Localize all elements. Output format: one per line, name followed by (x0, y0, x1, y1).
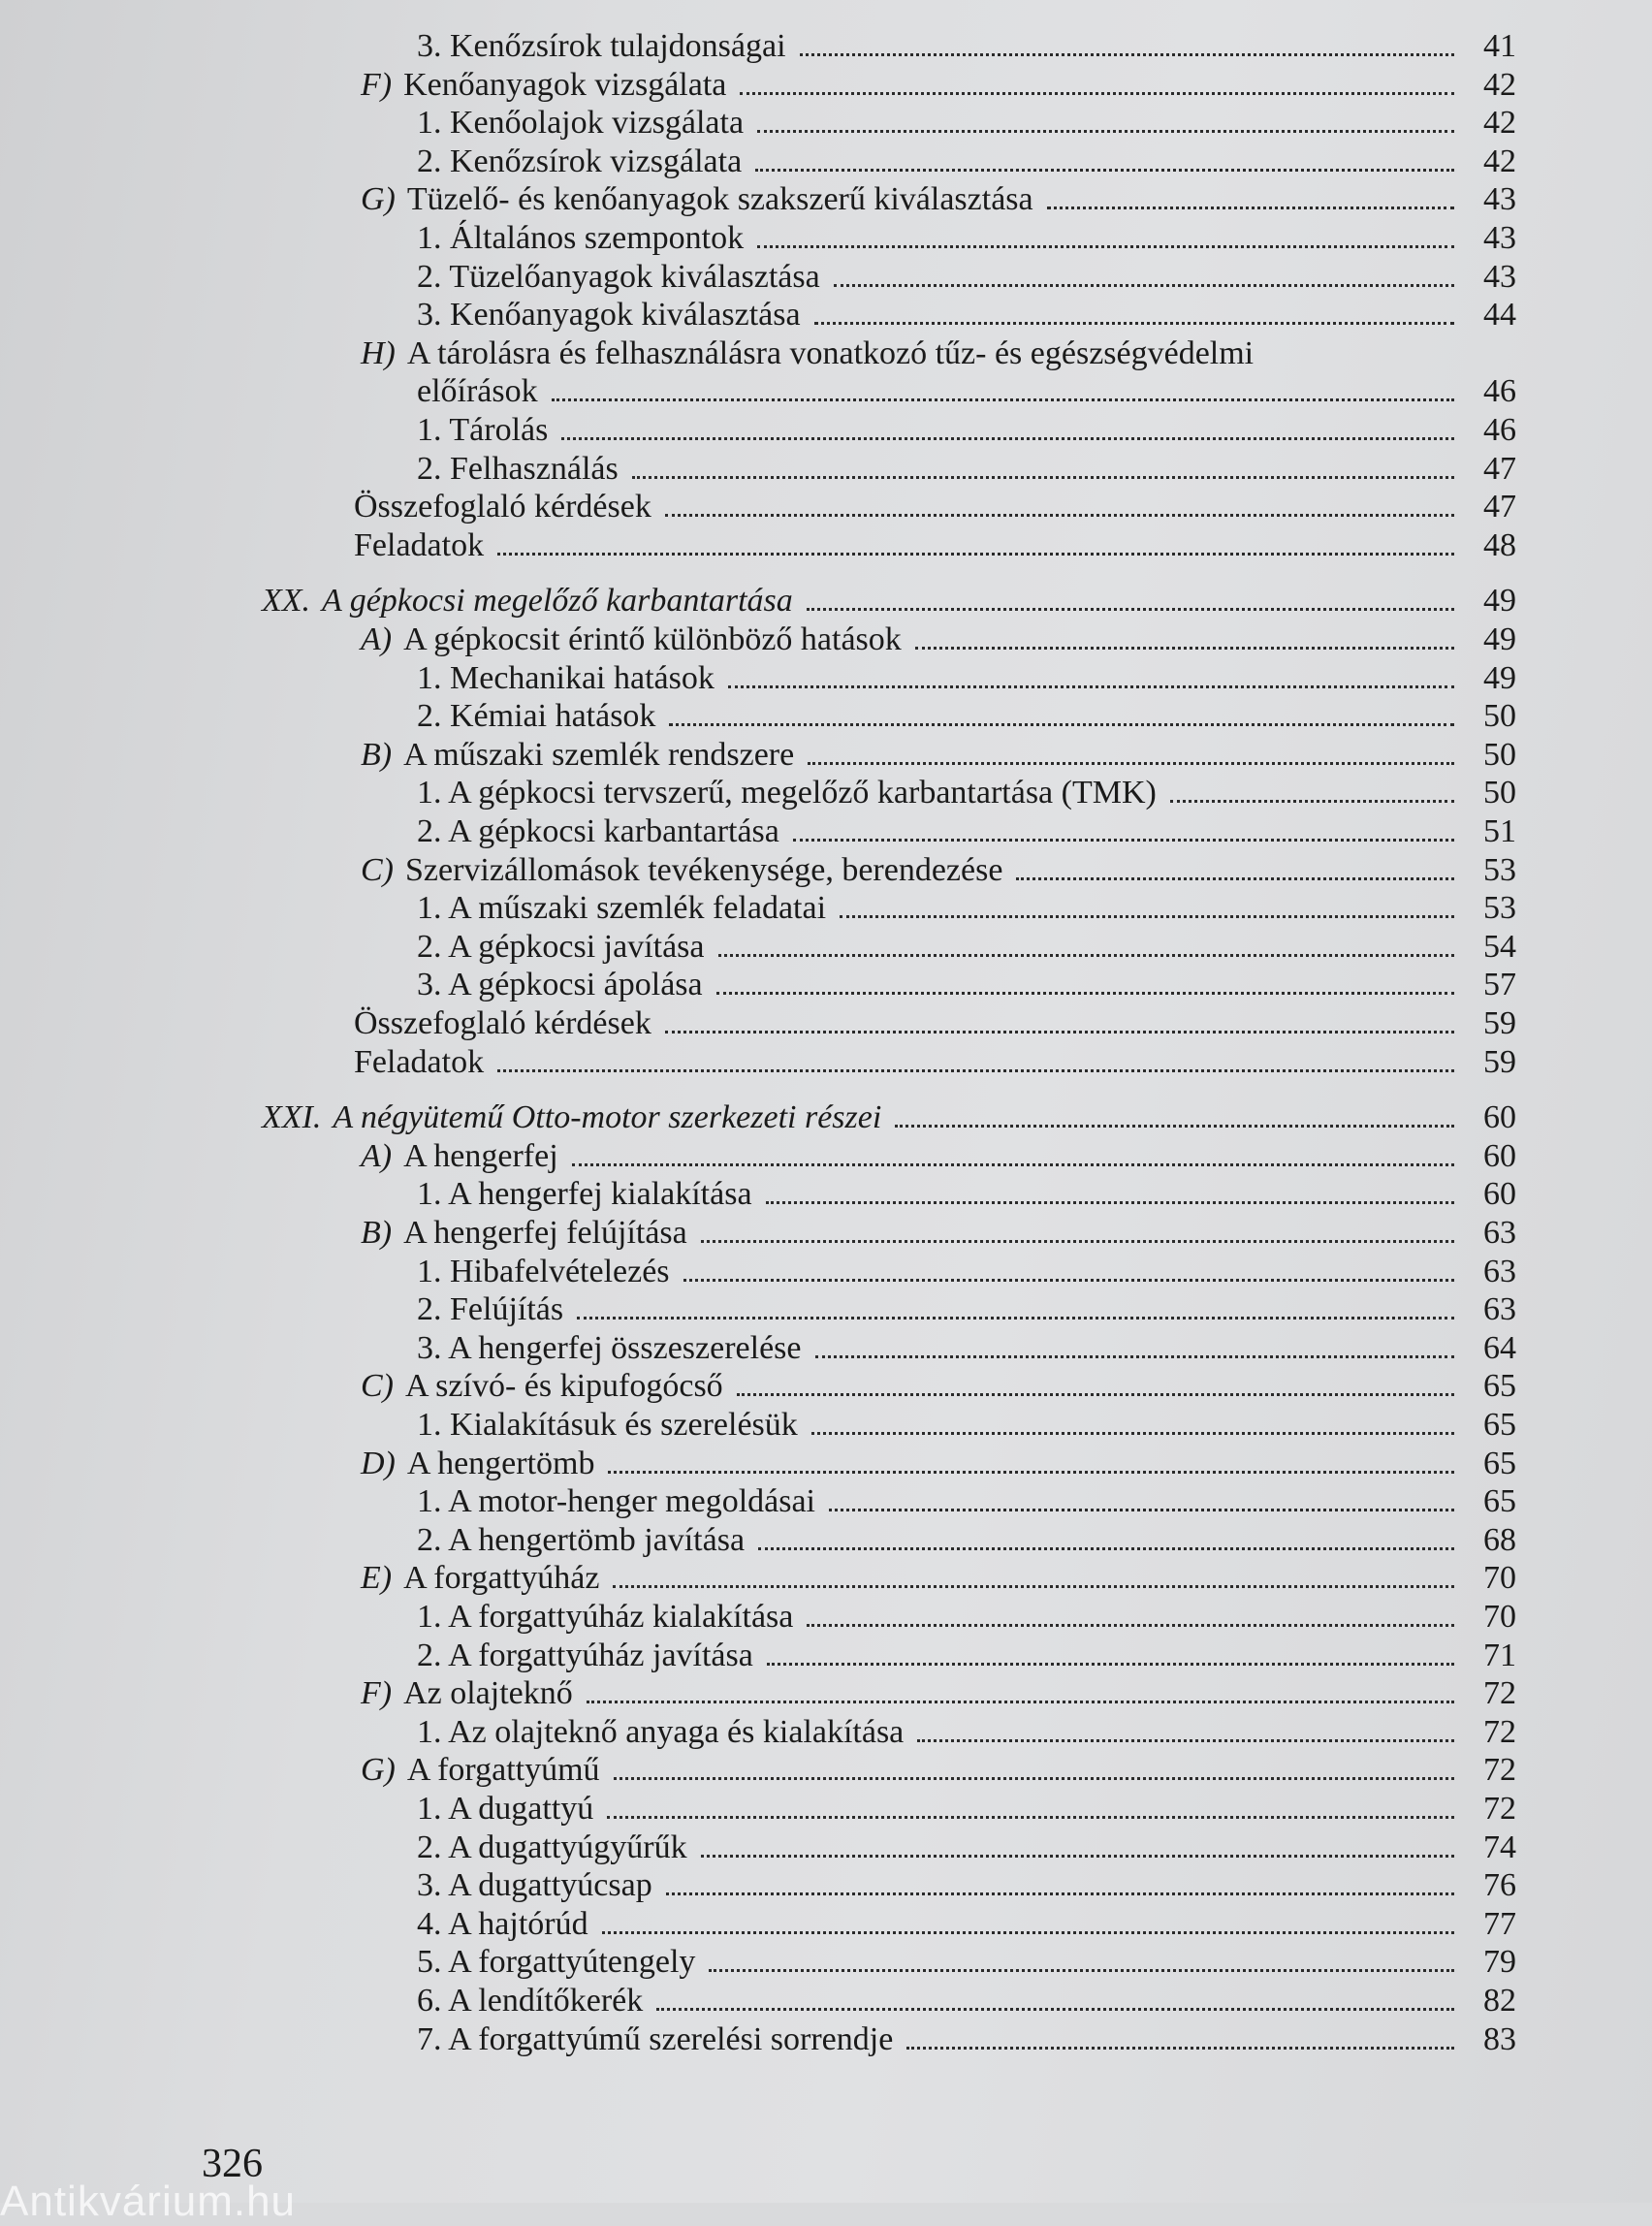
toc-entry-title: Összefoglaló kérdések (354, 1005, 651, 1041)
toc-entry-label: F) (361, 67, 393, 103)
dot-leader (737, 1393, 1454, 1396)
toc-entry-title: A tárolásra és felhasználásra vonatkozó tűz- és egészségvédelmi (406, 335, 1255, 371)
toc-entry-title: A hengerfej (403, 1138, 558, 1174)
toc-entry-page: 43 (1483, 181, 1516, 217)
dot-leader (800, 53, 1454, 56)
toc-entry-label: A) (361, 621, 393, 657)
dot-leader (834, 284, 1454, 287)
toc-entry-title: 2. Felhasználás (417, 451, 619, 487)
toc-entry-page: 63 (1483, 1254, 1516, 1289)
toc-entry-page: 53 (1483, 852, 1516, 888)
dot-leader (709, 1969, 1454, 1972)
toc-entry (361, 851, 1516, 890)
dot-leader (808, 762, 1454, 765)
toc-entry-page: 60 (1483, 1099, 1516, 1135)
dot-leader (807, 1624, 1454, 1627)
toc-entry-title: 2. A gépkocsi javítása (417, 929, 705, 965)
toc-entry (361, 1367, 1516, 1406)
toc-entry-title: 1. Általános szempontok (417, 220, 745, 256)
toc-entry (417, 928, 1516, 967)
toc-entry-page: 79 (1483, 1944, 1516, 1980)
toc-entry-title: 1. Tárolás (417, 412, 549, 448)
toc-entry-title: 2. A hengertömb javítása (417, 1522, 746, 1558)
toc-entry (417, 1982, 1516, 2020)
toc-entry (361, 180, 1516, 219)
dot-leader (716, 992, 1454, 995)
toc-entry-label: D) (361, 1446, 396, 1481)
toc-entry-title: 3. A gépkocsi ápolása (417, 967, 703, 1002)
toc-entry-title: A forgattyúház (403, 1560, 600, 1596)
toc-entry-title: 1. Kialakításuk és szerelésük (417, 1407, 798, 1443)
toc-entry-label: XXI. (262, 1099, 322, 1135)
dot-leader (552, 398, 1454, 401)
toc-entry-page: 53 (1483, 890, 1516, 926)
toc-entry-label: H) (361, 335, 396, 371)
dot-leader (666, 1892, 1454, 1895)
toc-entry-label: C) (361, 1368, 394, 1404)
toc-entry-page: 59 (1483, 1044, 1516, 1080)
toc-entry-title: Feladatok (354, 1044, 485, 1080)
toc-entry-page: 50 (1483, 698, 1516, 734)
dot-leader (757, 245, 1454, 248)
toc-entry-title: 2. Tüzelőanyagok kiválasztása (417, 259, 820, 295)
toc-entry-label: B) (361, 737, 393, 773)
toc-entry (417, 372, 1516, 411)
toc-entry (354, 1043, 1516, 1082)
toc-entry-page: 83 (1483, 2021, 1516, 2057)
toc-entry-page: 72 (1483, 1714, 1516, 1750)
toc-entry-title: 3. Kenőanyagok kiválasztása (417, 297, 801, 333)
toc-entry-label: G) (361, 181, 396, 217)
dot-leader (665, 1031, 1454, 1034)
toc-entry-title: A gépkocsit érintő különböző hatások (403, 621, 902, 657)
toc-entry (417, 697, 1516, 736)
toc-entry (417, 966, 1516, 1004)
toc-entry-title: Összefoglaló kérdések (354, 489, 651, 525)
toc-entry (417, 774, 1516, 812)
toc-entry-page: 65 (1483, 1483, 1516, 1519)
toc-entry-page: 74 (1483, 1829, 1516, 1865)
toc-entry-title: 5. A forgattyútengely (417, 1944, 696, 1980)
dot-leader (572, 1163, 1454, 1166)
toc-entry-page: 48 (1483, 527, 1516, 563)
toc-entry (417, 1406, 1516, 1445)
toc-entry-title: 2. Kenőzsírok vizsgálata (417, 143, 743, 179)
page-number: 326 (202, 2142, 263, 2186)
toc-entry-page: 47 (1483, 489, 1516, 525)
dot-leader (497, 553, 1454, 556)
toc-entry (417, 1290, 1516, 1329)
toc-entry (417, 296, 1516, 334)
toc-entry-page: 46 (1483, 373, 1516, 409)
toc-entry-title: 1. A gépkocsi tervszerű, megelőző karbantartása (TMK) (417, 775, 1157, 811)
toc-entry-page: 43 (1483, 220, 1516, 256)
toc-entry-title: 1. A hengerfej kialakítása (417, 1176, 752, 1212)
dot-leader (814, 322, 1454, 325)
toc-entry-page: 49 (1483, 621, 1516, 657)
toc-entry (361, 1674, 1516, 1713)
toc-entry-title: Kenőanyagok vizsgálata (403, 67, 727, 103)
toc-entry (417, 411, 1516, 450)
toc-entry (417, 27, 1516, 66)
toc-entry-title: Feladatok (354, 527, 485, 563)
toc-entry-label: XX. (262, 583, 311, 619)
toc-entry (354, 526, 1516, 565)
toc-entry (361, 1445, 1516, 1483)
toc-entry-page: 70 (1483, 1599, 1516, 1635)
toc-entry-page: 59 (1483, 1005, 1516, 1041)
dot-leader (1047, 207, 1454, 209)
toc-entry (417, 2020, 1516, 2059)
toc-entry-title: 3. A hengerfej összeszerelése (417, 1330, 802, 1366)
dot-leader (829, 1509, 1454, 1511)
toc-entry (417, 1329, 1516, 1368)
dot-leader (1016, 877, 1454, 880)
toc-entry (417, 1943, 1516, 1982)
toc-entry-title: 1. A műszaki szemlék feladatai (417, 890, 827, 926)
dot-leader (614, 1777, 1454, 1780)
toc-entry-page: 60 (1483, 1176, 1516, 1212)
dot-leader (807, 608, 1454, 611)
toc-entry-title: előírások (417, 373, 538, 409)
dot-leader (906, 2047, 1454, 2050)
toc-entry-title: A forgattyúmű (406, 1752, 600, 1788)
dot-leader (497, 1069, 1454, 1072)
toc-entry (361, 620, 1516, 659)
dot-leader (767, 1663, 1454, 1666)
toc-entry-page: 63 (1483, 1215, 1516, 1251)
toc-entry (417, 1598, 1516, 1637)
toc-entry (361, 1214, 1516, 1253)
dot-leader (917, 1739, 1454, 1742)
toc-entry-page: 71 (1483, 1638, 1516, 1673)
toc-entry-page: 72 (1483, 1752, 1516, 1788)
toc-entry (417, 1866, 1516, 1905)
toc-entry-page: 43 (1483, 259, 1516, 295)
toc-entry-title: 7. A forgattyúmű szerelési sorrendje (417, 2021, 894, 2057)
toc-entry-page: 50 (1483, 737, 1516, 773)
toc-entry-title: Az olajteknő (403, 1675, 573, 1711)
toc-entry (417, 1521, 1516, 1560)
dot-leader (577, 1317, 1454, 1320)
dot-leader (608, 1471, 1454, 1474)
dot-leader (728, 685, 1454, 688)
toc-entry-page: 42 (1483, 143, 1516, 179)
toc-entry-page: 44 (1483, 297, 1516, 333)
toc-entry-title: 1. Kenőolajok vizsgálata (417, 105, 745, 141)
dot-leader (811, 1432, 1454, 1435)
toc-entry-title: A gépkocsi megelőző karbantartása (322, 583, 793, 619)
dot-leader (602, 1931, 1454, 1934)
toc-entry-title: 2. Kémiai hatások (417, 698, 656, 734)
toc-entry (417, 1905, 1516, 1944)
toc-entry (361, 736, 1516, 775)
toc-entry (417, 1828, 1516, 1867)
toc-entry (417, 258, 1516, 297)
toc-entry (417, 1175, 1516, 1214)
toc-entry-label: A) (361, 1138, 393, 1174)
toc-entry-page: 54 (1483, 929, 1516, 965)
toc-entry (417, 143, 1516, 181)
toc-entry-title: 2. Felújítás (417, 1291, 564, 1327)
dot-leader (757, 130, 1454, 133)
toc-entry (417, 889, 1516, 928)
toc-entry (417, 812, 1516, 851)
toc-entry (361, 334, 1516, 373)
toc-entry-title: 3. A dugattyúcsap (417, 1867, 652, 1903)
toc-entry-page: 65 (1483, 1407, 1516, 1443)
toc-entry-page: 76 (1483, 1867, 1516, 1903)
toc-entry-page: 72 (1483, 1791, 1516, 1827)
toc-entry (417, 659, 1516, 698)
toc-entry-title: A szívó- és kipufogócső (405, 1368, 723, 1404)
dot-leader (607, 1816, 1454, 1819)
dot-leader (740, 92, 1454, 95)
dot-leader (895, 1125, 1454, 1128)
toc-entry-page: 47 (1483, 451, 1516, 487)
dot-leader (587, 1701, 1454, 1703)
toc-entry-page: 42 (1483, 67, 1516, 103)
toc-entry-title: A hengerfej felújítása (403, 1215, 687, 1251)
toc-entry-page: 51 (1483, 813, 1516, 849)
toc-entry-title: 1. Hibafelvételezés (417, 1254, 670, 1289)
dot-leader (656, 2008, 1454, 2011)
toc-entry-page: 68 (1483, 1522, 1516, 1558)
toc-entry-page: 65 (1483, 1446, 1516, 1481)
toc-entry (354, 1004, 1516, 1043)
toc-entry-label: F) (361, 1675, 393, 1711)
toc-entry-page: 49 (1483, 583, 1516, 619)
toc-entry-title: Tüzelő- és kenőanyagok szakszerű kiválasztása (406, 181, 1033, 217)
toc-entry-title: 6. A lendítőkerék (417, 1983, 644, 2019)
toc-entry (262, 582, 1516, 620)
toc-entry-title: 1. Mechanikai hatások (417, 660, 715, 696)
toc-entry-title: 1. A dugattyú (417, 1791, 594, 1827)
toc-entry-page: 70 (1483, 1560, 1516, 1596)
toc-entry-page: 64 (1483, 1330, 1516, 1366)
dot-leader (561, 437, 1454, 440)
toc-entry (417, 104, 1516, 143)
toc-entry-title: A műszaki szemlék rendszere (403, 737, 795, 773)
toc-entry (417, 1713, 1516, 1752)
toc-entry-page: 41 (1483, 28, 1516, 64)
toc-entry-title: Szervizállomások tevékenysége, berendezése (405, 852, 1003, 888)
toc-entry-title: A négyütemű Otto-motor szerkezeti részei (333, 1099, 882, 1135)
dot-leader (701, 1855, 1454, 1858)
toc-entry-title: 1. A motor-henger megoldásai (417, 1483, 816, 1519)
toc-entry-page: 72 (1483, 1675, 1516, 1711)
watermark: Antikvárium.hu (0, 2178, 297, 2225)
toc-entry-page: 65 (1483, 1368, 1516, 1404)
toc-entry-title: A hengertömb (406, 1446, 595, 1481)
toc-entry-title: 1. A forgattyúház kialakítása (417, 1599, 794, 1635)
dot-leader (766, 1201, 1454, 1204)
toc-entry (361, 1137, 1516, 1176)
toc-entry-title: 3. Kenőzsírok tulajdonságai (417, 28, 786, 64)
toc-entry (417, 450, 1516, 489)
dot-leader (755, 169, 1454, 172)
toc-entry-page: 63 (1483, 1291, 1516, 1327)
toc-entry-label: C) (361, 852, 394, 888)
dot-leader (613, 1585, 1454, 1588)
toc-entry-label: G) (361, 1752, 396, 1788)
toc-entry-title: 4. A hajtórúd (417, 1906, 588, 1942)
dot-leader (915, 647, 1454, 650)
toc-entry (417, 1253, 1516, 1291)
toc-entry-page: 60 (1483, 1138, 1516, 1174)
toc-entry-page: 77 (1483, 1906, 1516, 1942)
dot-leader (669, 723, 1454, 726)
toc-entry-label: B) (361, 1215, 393, 1251)
dot-leader (683, 1279, 1454, 1282)
dot-leader (665, 514, 1454, 517)
toc-entry (361, 1751, 1516, 1790)
toc-entry-page: 57 (1483, 967, 1516, 1002)
toc-entry-title: 2. A dugattyúgyűrűk (417, 1829, 687, 1865)
toc-entry-label: E) (361, 1560, 393, 1596)
toc-entry-page: 50 (1483, 775, 1516, 811)
dot-leader (1170, 800, 1454, 803)
toc-entry (417, 1637, 1516, 1675)
dot-leader (758, 1547, 1454, 1550)
dot-leader (840, 915, 1454, 918)
toc-entry-title: 2. A forgattyúház javítása (417, 1638, 753, 1673)
toc-entry-page: 49 (1483, 660, 1516, 696)
toc-entry-title: 1. Az olajteknő anyaga és kialakítása (417, 1714, 905, 1750)
toc-entry (262, 1098, 1516, 1137)
toc-entry (361, 1559, 1516, 1598)
toc-entry-page: 42 (1483, 105, 1516, 141)
toc-entry (361, 66, 1516, 105)
toc-entry-title: 2. A gépkocsi karbantartása (417, 813, 779, 849)
toc-entry (417, 1790, 1516, 1828)
dot-leader (632, 476, 1454, 479)
dot-leader (793, 839, 1454, 842)
dot-leader (701, 1240, 1454, 1243)
toc-entry (354, 488, 1516, 526)
toc-entry (417, 219, 1516, 258)
dot-leader (815, 1355, 1455, 1358)
toc-entry (417, 1482, 1516, 1521)
toc-entry-page: 46 (1483, 412, 1516, 448)
dot-leader (718, 954, 1454, 957)
toc-entry-page: 82 (1483, 1983, 1516, 2019)
